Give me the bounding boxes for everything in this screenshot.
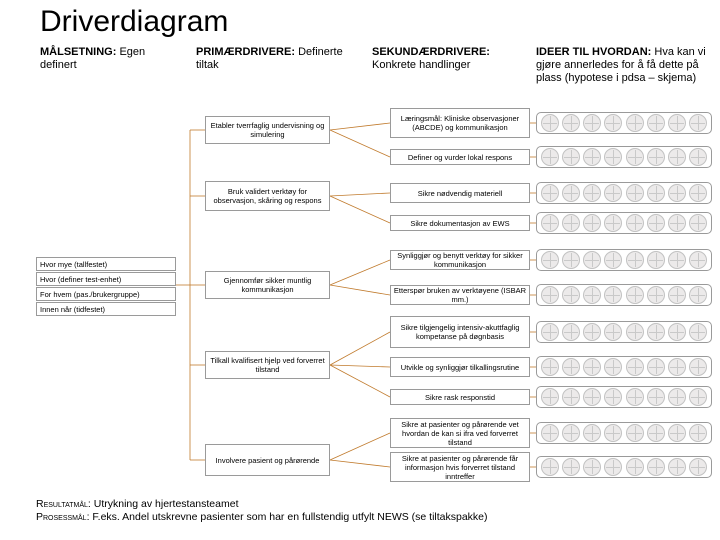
secondary-driver: Sikre tilgjengelig intensiv-akuttfaglig kompetanse på døgnbasis — [390, 316, 530, 348]
idea-placeholder-icon — [668, 458, 686, 476]
idea-placeholder-icon — [668, 214, 686, 232]
idea-placeholder-icon — [668, 358, 686, 376]
idea-placeholder-icon — [604, 424, 622, 442]
idea-row — [536, 112, 712, 134]
idea-placeholder-icon — [668, 251, 686, 269]
idea-row — [536, 249, 712, 271]
goal-item: Hvor mye (tallfestet) — [36, 257, 176, 271]
process-goal-label: Prosessmål: — [36, 511, 90, 523]
primary-driver: Involvere pasient og pårørende — [205, 444, 330, 476]
secondary-driver: Etterspør bruken av verktøyene (ISBAR mm.) — [390, 285, 530, 305]
idea-placeholder-icon — [604, 114, 622, 132]
goal-item: Hvor (definer test-enhet) — [36, 272, 176, 286]
idea-placeholder-icon — [541, 458, 559, 476]
idea-placeholder-icon — [604, 286, 622, 304]
idea-placeholder-icon — [689, 358, 707, 376]
idea-placeholder-icon — [647, 424, 665, 442]
idea-placeholder-icon — [583, 424, 601, 442]
secondary-driver: Sikre at pasienter og pårørende vet hvordan de kan si ifra ved forverret tilstand — [390, 418, 530, 448]
idea-placeholder-icon — [562, 358, 580, 376]
idea-placeholder-icon — [541, 214, 559, 232]
idea-placeholder-icon — [626, 286, 644, 304]
idea-placeholder-icon — [562, 388, 580, 406]
column-header-goal-label: MÅLSETNING: — [40, 46, 117, 58]
idea-placeholder-icon — [668, 388, 686, 406]
idea-placeholder-icon — [689, 424, 707, 442]
idea-placeholder-icon — [562, 251, 580, 269]
idea-placeholder-icon — [668, 286, 686, 304]
idea-placeholder-icon — [626, 358, 644, 376]
column-header-goal-text: Egen definert — [40, 46, 146, 71]
idea-placeholder-icon — [604, 388, 622, 406]
column-header-ideas-text: Hva kan vi gjøre annerledes for å få dette på plass (hypotese i pdsa – skjema) — [536, 46, 706, 84]
idea-placeholder-icon — [647, 388, 665, 406]
idea-placeholder-icon — [562, 458, 580, 476]
column-header-secondary-text: Konkrete handlinger — [372, 59, 471, 71]
idea-row — [536, 284, 712, 306]
idea-placeholder-icon — [583, 388, 601, 406]
idea-placeholder-icon — [583, 286, 601, 304]
idea-placeholder-icon — [562, 323, 580, 341]
idea-placeholder-icon — [604, 148, 622, 166]
idea-placeholder-icon — [604, 184, 622, 202]
idea-placeholder-icon — [604, 251, 622, 269]
idea-placeholder-icon — [604, 358, 622, 376]
idea-placeholder-icon — [689, 214, 707, 232]
idea-placeholder-icon — [562, 286, 580, 304]
idea-placeholder-icon — [626, 458, 644, 476]
idea-placeholder-icon — [583, 358, 601, 376]
idea-placeholder-icon — [583, 114, 601, 132]
idea-placeholder-icon — [562, 184, 580, 202]
idea-placeholder-icon — [604, 214, 622, 232]
secondary-driver: Synliggjør og benytt verktøy for sikker kommunikasjon — [390, 250, 530, 270]
column-header-primary-text: Definerte tiltak — [196, 46, 343, 71]
process-goal — [36, 511, 488, 524]
idea-placeholder-icon — [689, 251, 707, 269]
secondary-driver: Utvikle og synliggjør tilkallingsrutine — [390, 357, 530, 377]
idea-placeholder-icon — [583, 323, 601, 341]
idea-placeholder-icon — [647, 458, 665, 476]
secondary-driver: Sikre at pasienter og pårørende får informasjon hvis forverret tilstand inntreffer — [390, 452, 530, 482]
idea-placeholder-icon — [626, 323, 644, 341]
idea-row — [536, 212, 712, 234]
idea-placeholder-icon — [583, 148, 601, 166]
idea-placeholder-icon — [626, 388, 644, 406]
result-goal-label: Resultatmål: — [36, 498, 91, 510]
idea-placeholder-icon — [647, 286, 665, 304]
primary-driver: Bruk validert verktøy for observasjon, skåring og respons — [205, 181, 330, 211]
idea-placeholder-icon — [562, 148, 580, 166]
idea-placeholder-icon — [583, 251, 601, 269]
idea-placeholder-icon — [541, 184, 559, 202]
idea-placeholder-icon — [668, 114, 686, 132]
idea-row — [536, 356, 712, 378]
idea-placeholder-icon — [689, 114, 707, 132]
idea-row — [536, 456, 712, 478]
idea-placeholder-icon — [689, 323, 707, 341]
column-header-ideas-label: IDEER TIL HVORDAN: — [536, 46, 652, 58]
idea-placeholder-icon — [668, 148, 686, 166]
footer — [36, 498, 488, 524]
result-goal — [36, 498, 488, 511]
idea-placeholder-icon — [647, 114, 665, 132]
idea-placeholder-icon — [626, 424, 644, 442]
secondary-driver: Læringsmål: Kliniske observasjoner (ABCDE) og kommunikasjon — [390, 108, 530, 138]
idea-placeholder-icon — [562, 214, 580, 232]
idea-placeholder-icon — [626, 114, 644, 132]
secondary-driver: Sikre nødvendig materiell — [390, 183, 530, 203]
idea-row — [536, 182, 712, 204]
idea-placeholder-icon — [647, 184, 665, 202]
idea-placeholder-icon — [541, 424, 559, 442]
idea-placeholder-icon — [583, 184, 601, 202]
idea-placeholder-icon — [583, 214, 601, 232]
secondary-driver: Definer og vurder lokal respons — [390, 149, 530, 165]
idea-placeholder-icon — [541, 251, 559, 269]
idea-row — [536, 321, 712, 343]
idea-placeholder-icon — [562, 424, 580, 442]
idea-placeholder-icon — [626, 251, 644, 269]
primary-driver: Tilkall kvalifisert hjelp ved forverret tilstand — [205, 351, 330, 379]
idea-placeholder-icon — [604, 458, 622, 476]
idea-placeholder-icon — [689, 388, 707, 406]
idea-placeholder-icon — [647, 358, 665, 376]
idea-placeholder-icon — [626, 148, 644, 166]
idea-placeholder-icon — [583, 458, 601, 476]
idea-row — [536, 386, 712, 408]
idea-placeholder-icon — [668, 424, 686, 442]
page-title: Driverdiagram — [40, 5, 229, 38]
idea-row — [536, 146, 712, 168]
idea-placeholder-icon — [541, 114, 559, 132]
idea-placeholder-icon — [626, 184, 644, 202]
primary-driver: Gjennomfør sikker muntlig kommunikasjon — [205, 271, 330, 299]
column-header-primary-label: PRIMÆRDRIVERE: — [196, 46, 296, 58]
secondary-driver: Sikre rask responstid — [390, 389, 530, 405]
idea-placeholder-icon — [541, 358, 559, 376]
goal-item: Innen når (tidfestet) — [36, 302, 176, 316]
idea-placeholder-icon — [689, 148, 707, 166]
idea-placeholder-icon — [562, 114, 580, 132]
idea-placeholder-icon — [668, 184, 686, 202]
idea-placeholder-icon — [541, 286, 559, 304]
process-goal-text: F.eks. Andel utskrevne pasienter som har en fullstendig utfylt NEWS (se tiltakspakke) — [89, 511, 488, 523]
idea-row — [536, 422, 712, 444]
result-goal-text: Utrykning av hjertestansteamet — [90, 498, 239, 510]
idea-placeholder-icon — [647, 251, 665, 269]
secondary-driver: Sikre dokumentasjon av EWS — [390, 215, 530, 231]
primary-driver: Etabler tverrfaglig undervisning og simulering — [205, 116, 330, 144]
idea-placeholder-icon — [541, 148, 559, 166]
goal-item: For hvem (pas./brukergruppe) — [36, 287, 176, 301]
column-header-secondary-label: SEKUNDÆRDRIVERE: — [372, 46, 490, 58]
idea-placeholder-icon — [689, 184, 707, 202]
idea-placeholder-icon — [626, 214, 644, 232]
idea-placeholder-icon — [689, 458, 707, 476]
idea-placeholder-icon — [541, 323, 559, 341]
idea-placeholder-icon — [647, 148, 665, 166]
idea-placeholder-icon — [541, 388, 559, 406]
idea-placeholder-icon — [668, 323, 686, 341]
idea-placeholder-icon — [604, 323, 622, 341]
idea-placeholder-icon — [647, 323, 665, 341]
idea-placeholder-icon — [647, 214, 665, 232]
idea-placeholder-icon — [689, 286, 707, 304]
